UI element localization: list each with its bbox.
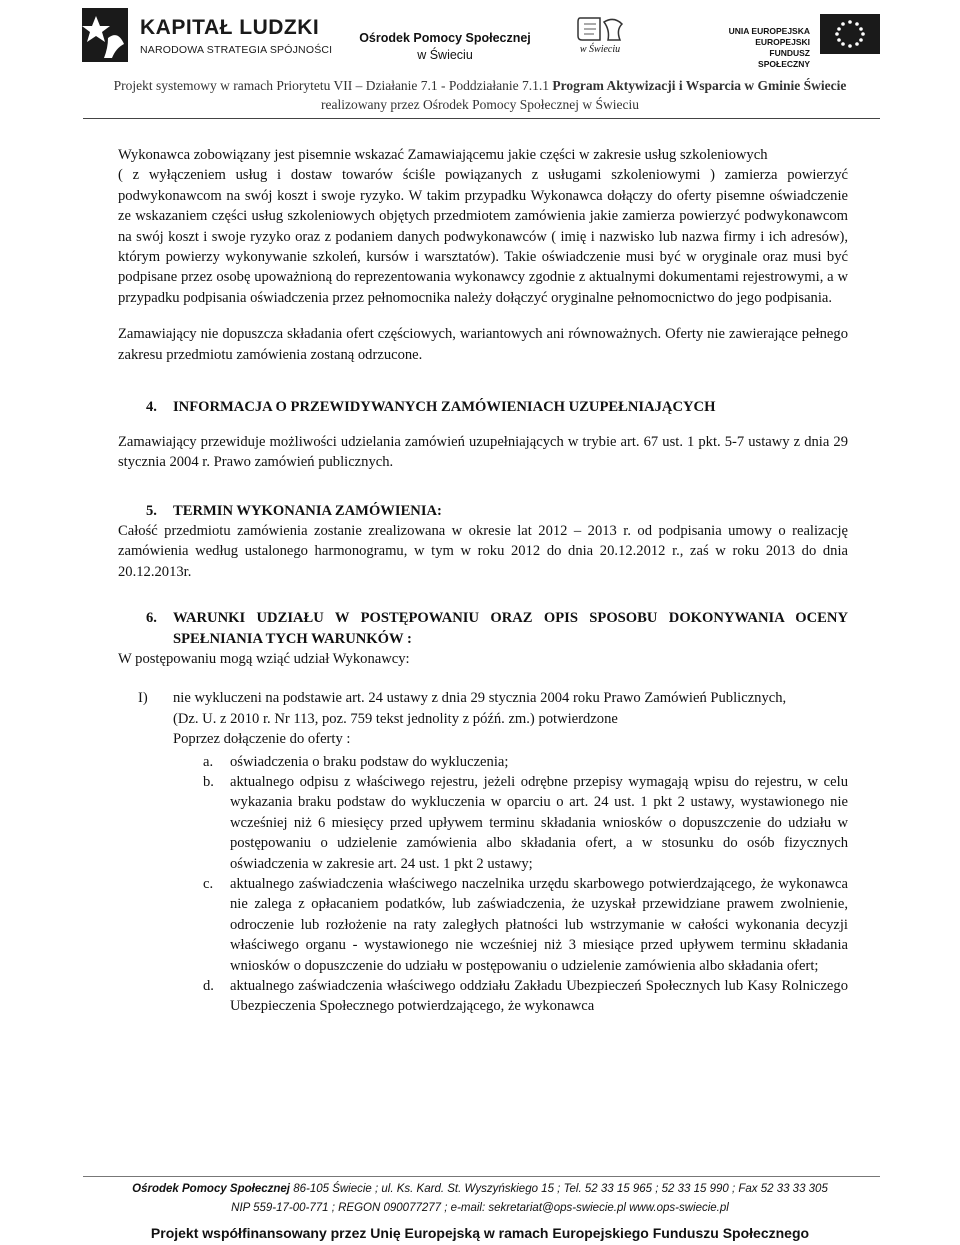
sublist-item: [203, 752, 848, 772]
sublist-item-text: aktualnego zaświadczenia właściwego oddziału Zakładu Ubezpieczeń Społecznych lub Kasy Rolniczego Ubezpieczenia Społecznego potwierdzającego, że wykonawca: [230, 978, 848, 1015]
section-6-number: 6.: [146, 610, 157, 627]
ue-line2: EUROPEJSKI: [755, 37, 810, 47]
ue-line1: UNIA EUROPEJSKA: [728, 26, 810, 36]
sublist: [118, 752, 848, 1017]
kapital-ludzki-title: KAPITAŁ LUDZKI: [140, 16, 320, 39]
sublist-item: [203, 976, 848, 1017]
list-item-I-text: nie wykluczeni na podstawie art. 24 ustawy z dnia 29 stycznia 2004 roku Prawo Zamówień Publicznych, (Dz. U. z 2010 r. Nr 113, poz. 759 tekst jednolity z późń. zm.) potwierdzone: [173, 690, 787, 727]
scroll-emblem-icon: [570, 14, 630, 46]
sublist-item-text: aktualnego zaświadczenia właściwego naczelnika urzędu skarbowego potwierdzającego, że wykonawca nie zalega z opłacaniem podatków, lub zaświadczenia, że uzyskał przewidziane prawem zwolnienie, odroczenie lub rozłożenie na raty zaległych płatności lub wstrzymanie w całości wykonania decyzji właściwego organu - wystawionego nie wcześniej niż 3 miesiące przed upływem terminu składania wniosków o dopuszczenie do udziału w postępowaniu o udzielenie zamówienia albo składania ofert;: [230, 875, 848, 974]
sublist-item-marker: d.: [203, 978, 214, 994]
ops-logo-caption: w Świeciu: [579, 44, 621, 55]
page-header: [0, 0, 960, 120]
sublist-item: [203, 874, 848, 976]
section-5-heading: [118, 501, 848, 521]
kapital-ludzki-subtitle: NARODOWA STRATEGIA SPÓJNOŚCI: [140, 44, 333, 56]
sublist-item: [203, 772, 848, 874]
project-line-2: realizowany przez Ośrodek Pomocy Społecznej w Świeciu: [321, 97, 639, 112]
section-6-heading: [118, 608, 848, 649]
paragraph-subcontracting-intro: Wykonawca zobowiązany jest pisemnie wskazać Zamawiającemu jakie części w zakresie usług szkoleniowych: [118, 147, 768, 163]
footer-line-1: [0, 1180, 960, 1199]
ops-name-line: Ośrodek Pomocy Społecznej: [359, 31, 531, 45]
paragraph-partial-offers: Zamawiający nie dopuszcza składania ofert częściowych, wariantowych ani równoważnych. Oferty nie zawierające pełnego zakresu przedmiotu zamówienia zostaną odrzucone.: [118, 326, 848, 363]
section-4-text: Zamawiający przewiduje możliwości udzielania zamówień uzupełniających w trybie art. 67 ust. 1 pkt. 5-7 ustawy z dnia 29 stycznia 2004 r. Prawo zamówień publicznych.: [118, 434, 848, 471]
section-4-number: 4.: [146, 399, 157, 416]
paragraph-subcontracting: ( z wyłączeniem usług i dostaw towarów ściśle powiązanych z usługami szkoleniowymi ) zamierza powierzyć podwykonawcom na swój koszt i swoje ryzyko. W takim przypadku Wykonawca dołączy do oferty pisemne oświadczenie ze wskazaniem części usług szkoleniowych objętych przedmiotem zamówienia jakie zamierza powierzyć podwykonawcom na swój koszt i swoje ryzyko oraz z podaniem danych podwykonawców ( imię i nazwisko lub nazwa firmy i ich adresów), którym powierzy wykonywanie szkoleń, kursów i warsztatów). Takie oświadczenie musi być w oryginale oraz musi być podpisane przez osobę upoważnioną do reprezentowania wykonawcy zgodnie z aktualnymi dokumentami rejestrowymi, a w przypadku podpisania oświadczenia przez pełnomocnika należy dołączyć oryginalne pełnomocnictwo do jego podpisania.: [118, 167, 848, 306]
list-item-I: [118, 688, 848, 749]
section-4-title: INFORMACJA O PRZEWIDYWANYCH ZAMÓWIENIACH UZUPEŁNIAJĄCYCH: [173, 399, 716, 416]
section-4-heading: [118, 397, 848, 417]
project-line: [0, 78, 960, 94]
section-5-title: TERMIN WYKONANIA ZAMÓWIENIA:: [173, 502, 442, 519]
sublist-item-text: oświadczenia o braku podstaw do wykluczenia;: [230, 753, 509, 770]
header-divider: [83, 118, 880, 119]
project-line-plain: Projekt systemowy w ramach Priorytetu VII – Działanie 7.1 - Poddziałanie 7.1.1: [113, 78, 553, 93]
ops-town: w Świeciu: [417, 48, 473, 62]
sublist-item-marker: b.: [203, 773, 214, 790]
footer-cofinancing: Projekt współfinansowany przez Unię Europejską w ramach Europejskiego Funduszu Społecznego: [150, 1225, 810, 1241]
ops-name: [350, 30, 540, 64]
list-item-I-text-2: Poprzez dołączenie do oferty :: [173, 731, 351, 748]
sublist-item-marker: c.: [203, 875, 214, 892]
section-5-number: 5.: [146, 502, 157, 519]
list-item-I-marker: I): [138, 690, 148, 707]
footer-org-name: Ośrodek Pomocy Społecznej: [132, 1183, 290, 1195]
footer-divider: [83, 1176, 880, 1177]
footer-address: [0, 1180, 960, 1218]
ue-line3: FUNDUSZ SPOŁECZNY: [758, 48, 810, 69]
project-line-bold: Program Aktywizacji i Wsparcia w Gminie Świecie: [552, 78, 847, 93]
sublist-item-text: aktualnego odpisu z właściwego rejestru, jeżeli odrębne przepisy wymagają wpisu do rejestru, w celu wykazania braku podstaw do wykluczenia w oparciu o art. 24 ust. 1 pkt 2 ustawy, wystawionego nie wcześniej niż 6 miesięcy przed upływem terminu składania wniosków o dopuszczenie do udziału w postępowaniu o udzielenie zamówienia albo składania ofert, a w stosunku do osób fizycznych oświadczenia w zakresie art. 24 ust. 1 pkt 2 ustawy;: [230, 773, 848, 872]
kapital-ludzki-emblem-icon: [82, 8, 128, 62]
sublist-item-marker: a.: [203, 753, 214, 770]
eu-flag-icon: [820, 14, 880, 54]
section-5-text: Całość przedmiotu zamówienia zostanie zrealizowana w okresie lat 2012 – 2013 r. od podpisania umowy o realizację zamówienia według ustalonego harmonogramu, w tym w roku 2012 do dnia 20.12.2012 r., zaś w roku 2013 do dnia 20.12.2013r.: [118, 522, 848, 580]
footer-address-text: 86-105 Świecie ; ul. Ks. Kard. St. Wyszyńskiego 15 ; Tel. 52 33 15 965 ; 52 33 15 990 ; Fax 52 33 33 305: [290, 1183, 828, 1195]
ops-logo: [570, 14, 630, 62]
footer-line-2: NIP 559-17-00-771 ; REGON 090077277 ; e-mail: sekretariat@ops-swiecie.pl www.ops-swiecie.pl: [231, 1202, 729, 1214]
ue-text: [722, 26, 810, 70]
document-body: [118, 145, 848, 1017]
kapital-ludzki-logo: [82, 6, 333, 66]
section-6-title: WARUNKI UDZIAŁU W POSTĘPOWANIU ORAZ OPIS SPOSOBU DOKONYWANIA OCENY SPEŁNIANIA TYCH WARUNKÓW :: [173, 610, 848, 647]
section-6-intro: W postępowaniu mogą wziąć udział Wykonawcy:: [118, 650, 410, 667]
